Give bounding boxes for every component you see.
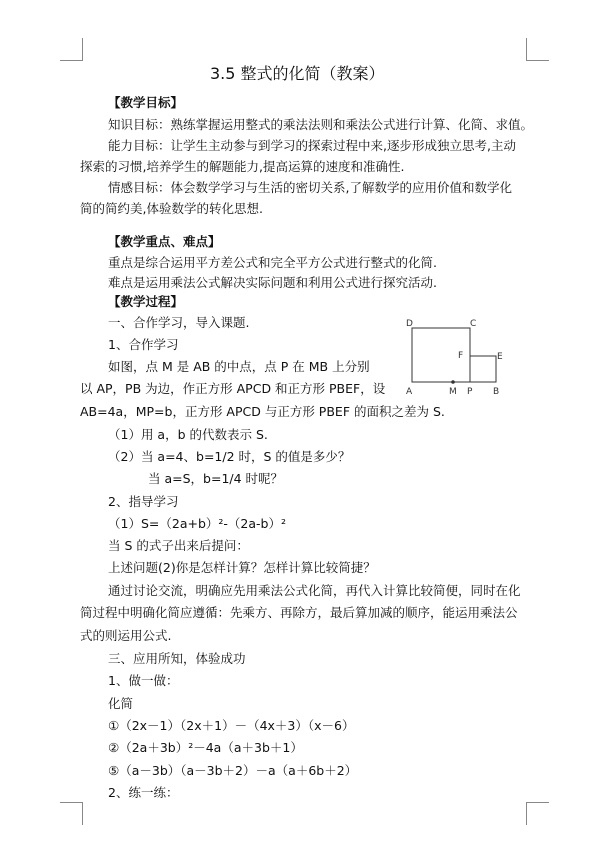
- label-f: F: [458, 351, 464, 361]
- question-1: （1）用 a，b 的代数表示 S.: [108, 427, 268, 442]
- square-pbef: [470, 356, 496, 382]
- geometry-figure: [400, 316, 510, 398]
- difficult-point: 难点是运用乘法公式解决实际问题和利用公式进行探究活动.: [108, 275, 437, 290]
- problem-line-2: 以 AP，PB 为边，作正方形 APCD 和正方形 PBEF，设: [80, 381, 386, 396]
- label-e: E: [497, 352, 503, 362]
- simplify-label: 化简: [108, 696, 134, 711]
- discussion-line-1: 通过讨论交流，明确应先用乘法公式化简，再代入计算比较简便，同时在化: [108, 583, 521, 598]
- exercise-2: ②（2a＋3b）²－4a（a＋3b＋1）: [108, 740, 303, 755]
- part-3-heading: 三、应用所知，体验成功: [108, 651, 246, 666]
- knowledge-objective: 知识目标：熟练掌握运用整式的乘法法则和乘法公式进行计算、化简、求值。: [108, 117, 534, 132]
- key-point: 重点是综合运用平方差公式和完全平方公式进行整式的化简.: [108, 255, 437, 270]
- problem-line-3: AB=4a，MP=b，正方形 APCD 与正方形 PBEF 的面积之差为 S.: [80, 404, 445, 419]
- practice-heading: 2、练一练：: [108, 785, 179, 800]
- exercise-1: ①（2x－1）（2x＋1）－（4x＋3）（x－6）: [108, 718, 355, 733]
- label-b: B: [493, 387, 500, 397]
- question-2: （2）当 a=4、b=1/2 时，S 的值是多少？: [108, 449, 351, 464]
- do-heading: 1、做一做：: [108, 673, 179, 688]
- emotion-objective-line-2: 简的简约美,体验数学的转化思想.: [80, 201, 263, 216]
- label-m: M: [449, 387, 457, 397]
- ability-objective-line-2: 探索的习惯,培养学生的解题能力,提高运算的速度和准确性.: [80, 159, 405, 174]
- corner-mark-bottom-left: [60, 802, 83, 825]
- ask-line-1: 当 S 的式子出来后提问：: [108, 538, 249, 553]
- corner-mark-bottom-right: [526, 802, 549, 825]
- formula: （1）S=（2a+b）²-（2a-b）²: [108, 516, 286, 531]
- label-p: P: [467, 387, 473, 397]
- corner-mark-top-right: [526, 38, 549, 61]
- process-heading: 【教学过程】: [108, 294, 184, 309]
- key-points-heading: 【教学重点、难点】: [108, 234, 221, 249]
- corner-mark-top-left: [60, 38, 83, 61]
- question-3: 当 a=S，b=1/4 时呢？: [148, 471, 284, 486]
- discussion-line-2: 简过程中明确化简应遵循：先乘方、再除方，最后算加减的顺序，能运用乘法公: [80, 605, 518, 620]
- label-a: A: [406, 387, 413, 397]
- emotion-objective-line-1: 情感目标：体会数学学习与生活的密切关系,了解数学的应用价值和数学化: [108, 180, 512, 195]
- point-m: [451, 380, 455, 384]
- part-1-heading: 一、合作学习，导入课题.: [108, 315, 250, 330]
- discussion-line-3: 式的则运用公式.: [80, 628, 172, 643]
- page-title: 3.5 整式的化简（教案）: [210, 64, 385, 83]
- problem-line-1: 如图，点 M 是 AB 的中点，点 P 在 MB 上分别: [108, 359, 370, 374]
- sub-2-heading: 2、指导学习: [108, 494, 179, 509]
- label-c: C: [470, 319, 477, 329]
- label-d: D: [406, 319, 413, 329]
- sub-1-heading: 1、合作学习: [108, 337, 179, 352]
- objectives-heading: 【教学目标】: [108, 95, 184, 110]
- ability-objective-line-1: 能力目标：让学生主动参与到学习的探索过程中来,逐步形成独立思考,主动: [108, 138, 516, 153]
- ask-line-2: 上述问题(2)你是怎样计算？怎样计算比较简捷？: [108, 560, 376, 575]
- exercise-3: ⑤（a－3b）（a－3b＋2）－a（a＋6b＋2）: [108, 763, 358, 778]
